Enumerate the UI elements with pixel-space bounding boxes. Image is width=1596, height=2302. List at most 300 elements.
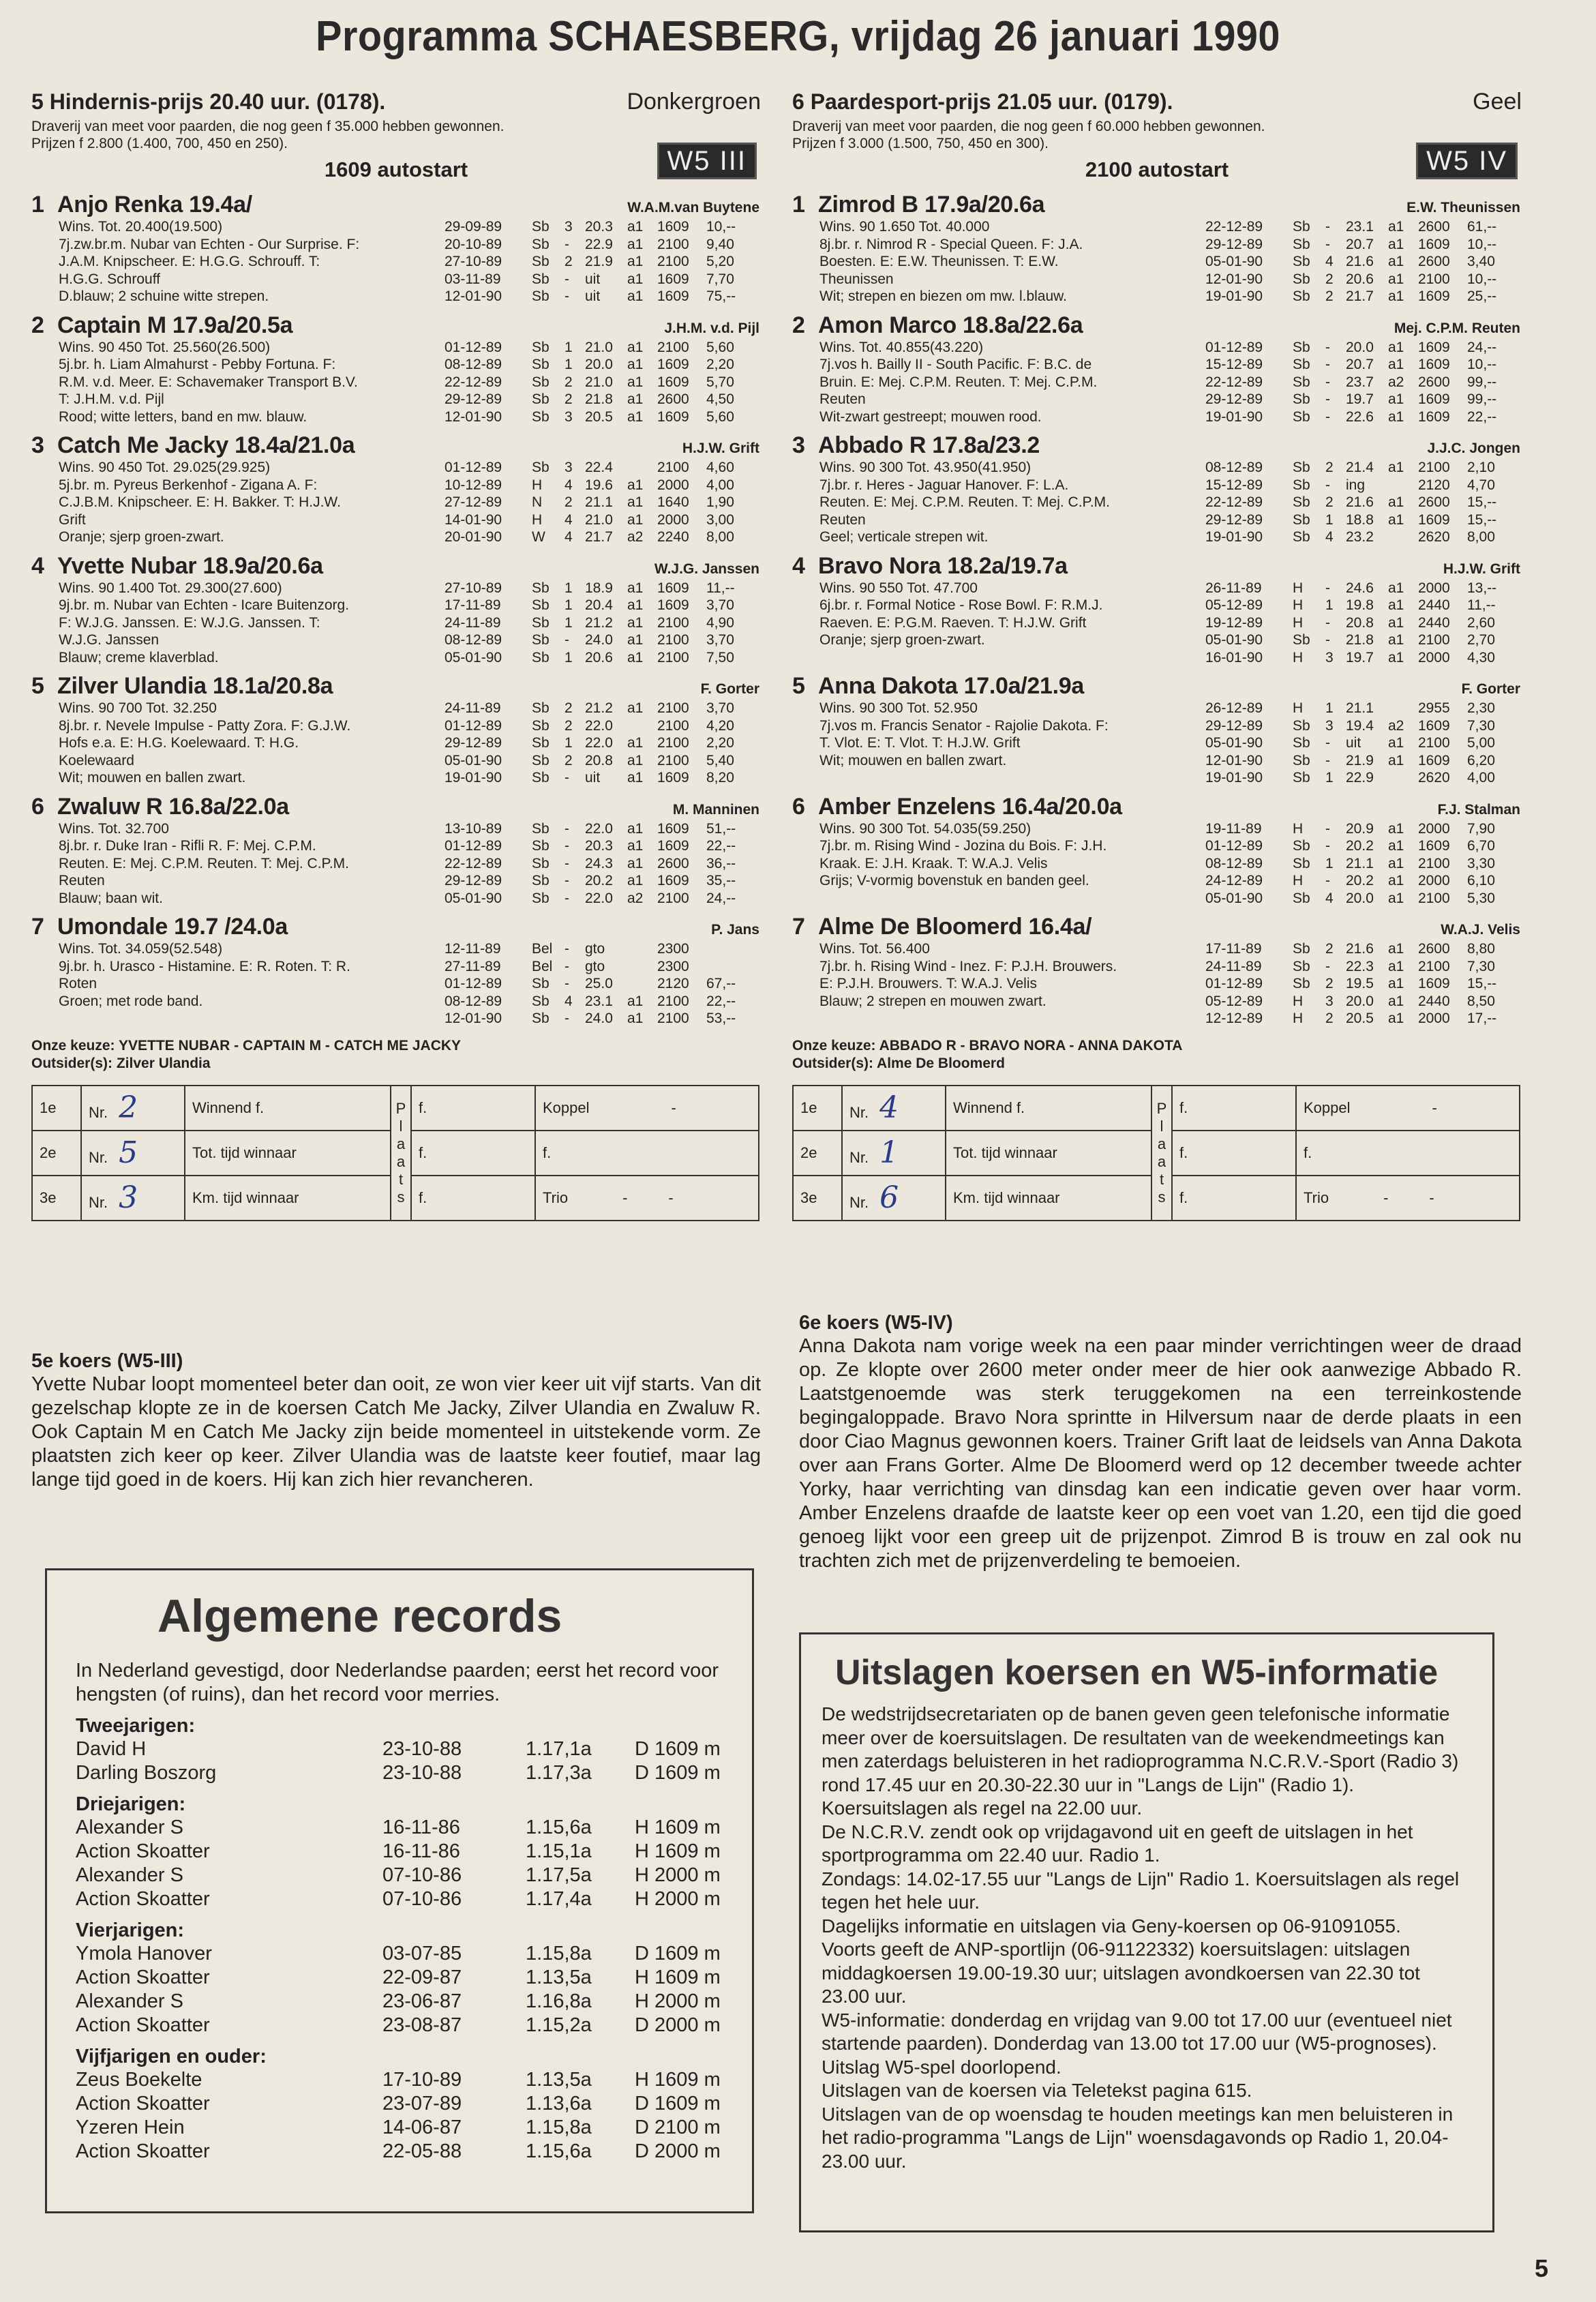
perf-cell: uit — [585, 770, 601, 786]
perf-cell: 2100 — [657, 717, 689, 734]
perf-cell: 21.9 — [585, 254, 613, 269]
perf-cell: 4,60 — [706, 460, 734, 475]
trainer-name: M. Manninen — [672, 801, 759, 818]
perf-cell: 19.7 — [1346, 391, 1374, 407]
horse-header — [792, 312, 1522, 339]
race-title: 6 Paardesport-prijs 21.05 uur. (0179). — [792, 89, 1173, 114]
info-line: 5j.br. m. Pyreus Berkenhof - Zigana A. F: — [59, 477, 318, 493]
records-title: Algemene records — [157, 1590, 562, 1642]
perf-cell: 27-10-89 — [445, 580, 502, 596]
number-cell — [81, 1086, 185, 1131]
perf-cell: 20.0 — [1346, 993, 1374, 1009]
perf-cell: 15-12-89 — [1205, 357, 1263, 372]
perf-cell: 1 — [564, 357, 573, 372]
perf-cell: Sb — [1293, 941, 1310, 957]
record-row — [76, 2092, 723, 2116]
perf-cell: Sb — [1293, 494, 1310, 510]
record-cell: 1.15,2a — [526, 2014, 592, 2036]
koers-6-heading: 6e koers (W5-IV) — [799, 1312, 953, 1334]
perf-cell: a1 — [1388, 632, 1404, 648]
info-line: Wit; mouwen en ballen zwart. — [59, 770, 246, 786]
performance-row — [445, 580, 761, 597]
perf-cell: 23.1 — [585, 993, 613, 1009]
record-cell: 03-07-85 — [382, 1943, 462, 1964]
info-line: D.blauw; 2 schuine witte strepen. — [59, 288, 269, 304]
perf-cell: 27-11-89 — [445, 958, 501, 974]
perf-cell: 2,20 — [706, 735, 734, 751]
performance-row — [1205, 339, 1522, 357]
perf-cell: a1 — [1388, 820, 1404, 837]
record-cell: David H — [76, 1738, 147, 1760]
perf-cell: 75,-- — [706, 288, 736, 304]
info-line: Wins. 90 1.650 Tot. 40.000 — [819, 219, 990, 235]
perf-cell: a1 — [1388, 236, 1404, 252]
performance-row — [1205, 459, 1522, 477]
perf-cell: 01-12-89 — [445, 976, 502, 991]
onze-keuze — [31, 1037, 761, 1073]
perf-cell: 2600 — [1418, 219, 1450, 235]
info-line: W.J.G. Janssen — [59, 632, 160, 648]
koppel-cell — [1296, 1086, 1520, 1131]
horse-name — [792, 312, 1083, 339]
perf-cell: Sb — [1293, 236, 1310, 252]
perf-cell: a1 — [1388, 993, 1404, 1009]
performance-row — [1205, 477, 1522, 494]
record-cell: 1.13,5a — [526, 2069, 592, 2091]
performance-row — [445, 855, 761, 873]
performance-list — [1205, 700, 1522, 787]
perf-cell: 21.1 — [1346, 855, 1374, 871]
perf-cell: Sb — [532, 632, 549, 648]
perf-cell: - — [564, 1011, 569, 1026]
horse-info — [819, 218, 1205, 305]
perf-cell: Sb — [532, 254, 549, 269]
perf-cell: - — [564, 820, 569, 837]
perf-cell: 51,-- — [706, 820, 736, 837]
performance-row — [445, 752, 761, 770]
info-line: T: J.H.M. v.d. Pijl — [59, 391, 164, 407]
perf-cell: H — [1293, 1011, 1304, 1026]
record-cell: 23-08-87 — [382, 2014, 462, 2036]
record-cell: H 2000 m — [635, 1888, 721, 1910]
record-cell: H 1609 m — [635, 2069, 721, 2091]
perf-cell: 20.2 — [585, 873, 613, 888]
amount-cell: f. — [1172, 1086, 1296, 1131]
perf-cell: 2100 — [657, 236, 689, 252]
perf-cell: 7,30 — [1467, 717, 1495, 734]
perf-cell: 20.5 — [585, 408, 613, 425]
perf-cell: 5,60 — [706, 339, 734, 355]
perf-cell: 2600 — [1418, 254, 1450, 269]
perf-cell: W — [532, 529, 545, 545]
perf-cell: 2620 — [1418, 529, 1450, 545]
perf-cell: Sb — [532, 236, 549, 252]
perf-cell: 29-12-89 — [1205, 236, 1263, 252]
onze-keuze — [792, 1037, 1522, 1073]
perf-cell: 2000 — [1418, 649, 1450, 666]
perf-cell: 1 — [564, 597, 573, 613]
perf-cell: 1 — [1325, 855, 1334, 871]
perf-cell: Sb — [1293, 838, 1310, 854]
performance-row — [445, 528, 761, 546]
label-cell: Winnend f. — [185, 1086, 391, 1131]
perf-cell: 20.8 — [1346, 614, 1374, 631]
perf-cell: 21.6 — [1346, 254, 1374, 269]
perf-cell: 27-12-89 — [445, 494, 502, 510]
perf-cell: a1 — [1388, 976, 1404, 991]
perf-cell: ing — [1346, 477, 1366, 493]
amount-cell: f. — [411, 1086, 535, 1131]
horse-entry — [792, 673, 1522, 787]
performance-row — [1205, 752, 1522, 770]
perf-cell: 12-01-90 — [1205, 752, 1263, 768]
perf-cell: 4,50 — [706, 391, 734, 407]
perf-cell: 19-01-90 — [1205, 288, 1263, 304]
perf-cell: 01-12-89 — [445, 717, 502, 734]
perf-cell: 29-12-89 — [445, 873, 502, 888]
perf-cell: 19.4 — [1346, 717, 1374, 734]
perf-cell: 19-12-89 — [1205, 614, 1263, 631]
perf-cell: 22.0 — [585, 735, 613, 751]
performance-row — [445, 631, 761, 649]
perf-cell: 29-12-89 — [1205, 511, 1263, 528]
perf-cell: 05-01-90 — [1205, 890, 1263, 906]
perf-cell: 4 — [564, 477, 573, 493]
horse-body — [819, 700, 1522, 787]
perf-cell: 26-11-89 — [1205, 580, 1262, 596]
horse-body — [59, 459, 761, 546]
dash: - — [1432, 1098, 1437, 1116]
perf-cell: 19-01-90 — [1205, 529, 1263, 545]
perf-cell: 24,-- — [706, 890, 736, 906]
perf-cell: 21.1 — [1346, 700, 1374, 716]
info-line: 7j.br. h. Rising Wind - Inez. F: P.J.H. Brouwers. — [819, 958, 1117, 974]
perf-cell: 2,20 — [706, 357, 734, 372]
performance-row — [445, 958, 761, 976]
perf-cell: Sb — [1293, 976, 1310, 991]
perf-cell: 2 — [1325, 976, 1334, 991]
horse-body — [819, 218, 1522, 305]
perf-cell: - — [1325, 752, 1330, 768]
perf-cell: 2100 — [657, 735, 689, 751]
perf-cell: 29-09-89 — [445, 219, 502, 235]
w5-badge: W5 IV — [1416, 143, 1518, 179]
horse-name — [792, 192, 1044, 218]
info-line: Hofs e.a. E: H.G. Koelewaard. T: H.G. — [59, 735, 299, 751]
perf-cell: - — [1325, 391, 1330, 407]
perf-cell: 20-10-89 — [445, 236, 502, 252]
race-5-column — [31, 89, 761, 1221]
perf-cell: 2240 — [657, 529, 689, 545]
perf-cell: Sb — [1293, 735, 1310, 751]
perf-cell: - — [1325, 236, 1330, 252]
info-line: Wins. 90 300 Tot. 43.950(41.950) — [819, 460, 1032, 475]
performance-row — [1205, 940, 1522, 958]
label-cell: Tot. tijd winnaar — [946, 1131, 1151, 1176]
horse-number: 6 — [31, 793, 44, 820]
perf-cell: 23.7 — [1346, 374, 1374, 390]
record-row — [76, 1990, 723, 2014]
perf-cell: a1 — [1388, 855, 1404, 871]
horse-header — [31, 914, 761, 940]
performance-row — [1205, 356, 1522, 374]
record-cell: 14-06-87 — [382, 2117, 462, 2138]
perf-cell: Sb — [532, 288, 549, 304]
perf-cell: 2000 — [657, 477, 689, 493]
keuze-line: Onze keuze: ABBADO R - BRAVO NORA - ANNA DAKOTA — [792, 1037, 1183, 1053]
horse-name — [792, 432, 1040, 459]
horse-info — [819, 820, 1205, 908]
uitslagen-paragraph: Koersuitslagen als regel na 22.00 uur. — [822, 1797, 1143, 1819]
performance-row — [445, 218, 761, 236]
perf-cell: H — [532, 477, 543, 493]
perf-cell: 2120 — [657, 976, 689, 991]
perf-cell: H — [1293, 614, 1304, 631]
perf-cell: 2620 — [1418, 770, 1450, 786]
perf-cell: 19-01-90 — [1205, 770, 1263, 786]
perf-cell: 2 — [1325, 460, 1334, 475]
nr-label: Nr. — [849, 1194, 869, 1211]
info-line: 8j.br. r. Nimrod R - Special Queen. F: J.A. — [819, 236, 1083, 252]
performance-row — [445, 288, 761, 305]
trainer-name: W.A.M.van Buytene — [627, 200, 759, 215]
perf-cell: 08-12-89 — [1205, 460, 1263, 475]
koppel-amount: f. — [1296, 1131, 1520, 1176]
record-cell: D 1609 m — [635, 1762, 721, 1784]
plaats-cell: P l a a t s — [1151, 1086, 1172, 1221]
perf-cell: 4 — [564, 993, 573, 1009]
info-line: J.A.M. Knipscheer. E: H.G.G. Schrouff. T: — [59, 254, 320, 269]
trainer-name: H.J.W. Grift — [1443, 560, 1520, 577]
perf-cell: 4,90 — [706, 614, 734, 631]
record-row — [76, 1942, 723, 1966]
number-cell — [842, 1176, 946, 1221]
horse-number: 1 — [792, 192, 805, 218]
perf-cell: 2440 — [1418, 993, 1450, 1009]
record-cell: 1.15,8a — [526, 1943, 592, 1964]
info-line: Blauw; 2 strepen en mouwen zwart. — [819, 993, 1047, 1009]
perf-cell: 1 — [1325, 597, 1334, 613]
performance-row — [445, 236, 761, 254]
perf-cell: 22.6 — [1346, 408, 1374, 425]
start-type: 2100 autostart — [1085, 158, 1229, 181]
perf-cell: a1 — [1388, 219, 1404, 235]
perf-cell: 6,70 — [1467, 838, 1495, 854]
race-6-column — [792, 89, 1522, 1221]
dash: - — [1429, 1189, 1434, 1206]
horse-number: 7 — [792, 914, 805, 940]
perf-cell: 2600 — [1418, 941, 1450, 957]
perf-cell: 1609 — [1418, 717, 1450, 734]
horse-entry — [792, 432, 1522, 546]
perf-cell: a2 — [627, 890, 644, 906]
perf-cell: 05-01-90 — [1205, 735, 1263, 751]
perf-cell: 2,60 — [1467, 614, 1495, 631]
perf-cell: Sb — [532, 976, 549, 991]
performance-list — [1205, 580, 1522, 667]
horse-name-text: Yvette Nubar 18.9a/20.6a — [57, 552, 323, 579]
perf-cell: Sb — [532, 460, 549, 475]
info-line: Wins. 90 700 Tot. 32.250 — [59, 700, 217, 716]
horse-info — [59, 218, 445, 305]
position-cell: 3e — [793, 1176, 842, 1221]
perf-cell: - — [564, 873, 569, 888]
horse-entry — [31, 192, 761, 305]
perf-cell: 27-10-89 — [445, 254, 502, 269]
horse-info — [59, 820, 445, 908]
perf-cell — [627, 975, 657, 993]
perf-cell: - — [564, 855, 569, 871]
perf-cell: 12-01-90 — [1205, 271, 1263, 287]
perf-cell: 53,-- — [706, 1011, 736, 1026]
perf-cell: a1 — [627, 597, 644, 613]
perf-cell: 2600 — [657, 391, 689, 407]
horse-number: 4 — [792, 552, 805, 579]
perf-cell: 20.6 — [1346, 271, 1374, 287]
handwritten-number: 4 — [879, 1090, 899, 1125]
perf-cell: a1 — [1388, 511, 1404, 528]
perf-cell: 1609 — [657, 271, 689, 287]
performance-row — [445, 339, 761, 357]
outsider-line: Outsider(s): Alme De Bloomerd — [792, 1055, 1005, 1071]
perf-cell: 22.3 — [1346, 958, 1374, 974]
performance-row — [1205, 271, 1522, 288]
horse-info — [819, 339, 1205, 426]
performance-row — [445, 940, 761, 958]
perf-cell: - — [564, 976, 569, 991]
perf-cell: 22-12-89 — [1205, 494, 1263, 510]
perf-cell: 22.0 — [585, 717, 613, 734]
perf-cell: 19.8 — [1346, 597, 1374, 613]
perf-cell: 1609 — [1418, 391, 1450, 407]
perf-cell: 2600 — [1418, 494, 1450, 510]
horse-body — [819, 339, 1522, 426]
perf-cell: Sb — [1293, 339, 1310, 355]
record-cell: 17-10-89 — [382, 2069, 462, 2091]
perf-cell: 3,70 — [706, 632, 734, 648]
perf-cell: 1609 — [657, 597, 689, 613]
perf-cell: 2,30 — [1467, 700, 1495, 716]
info-line: C.J.B.M. Knipscheer. E: H. Bakker. T: H.J.W. — [59, 494, 341, 510]
horse-name-text: Alme De Bloomerd 16.4a/ — [818, 914, 1092, 940]
record-group-label: Tweejarigen: — [76, 1715, 196, 1737]
horse-name-text: Amber Enzelens 16.4a/20.0a — [818, 793, 1122, 820]
horse-body — [59, 940, 761, 1028]
perf-cell: 3 — [1325, 993, 1334, 1009]
performance-row — [1205, 890, 1522, 908]
perf-cell: 2 — [564, 717, 573, 734]
perf-cell: 15,-- — [1467, 976, 1497, 991]
perf-cell: 01-12-89 — [1205, 976, 1263, 991]
record-cell: D 2100 m — [635, 2117, 721, 2138]
performance-row — [445, 459, 761, 477]
perf-cell: 2 — [1325, 1011, 1334, 1026]
horse-number: 7 — [31, 914, 44, 940]
perf-cell: 01-12-89 — [1205, 339, 1263, 355]
label-cell: Winnend f. — [946, 1086, 1151, 1131]
horse-name — [792, 553, 1068, 580]
perf-cell: a1 — [1388, 958, 1404, 974]
horse-info — [819, 700, 1205, 787]
performance-row — [1205, 820, 1522, 838]
perf-cell: Sb — [532, 717, 549, 734]
record-cell: 07-10-86 — [382, 1888, 462, 1910]
perf-cell: 01-12-89 — [445, 838, 502, 854]
perf-cell: Sb — [532, 649, 549, 666]
perf-cell: 2100 — [1418, 632, 1450, 648]
record-cell: 1.17,3a — [526, 1762, 592, 1784]
uitslagen-paragraph: Uitslagen van de op woensdag te houden meetings kan men beluisteren in het radio-programma "Langs de Lijn" woensdagavonds op Radio 1, 20.04-23.00 uur. — [822, 2103, 1454, 2172]
perf-cell: 19.6 — [585, 477, 613, 493]
race-color: Geel — [1473, 89, 1522, 115]
record-row — [76, 1887, 723, 1911]
horse-number: 5 — [792, 673, 805, 699]
perf-cell: 1609 — [1418, 511, 1450, 528]
horse-header — [31, 192, 761, 218]
perf-cell: 26-12-89 — [1205, 700, 1263, 716]
performance-list — [1205, 218, 1522, 305]
perf-cell: 15,-- — [1467, 494, 1497, 510]
perf-cell: 20-01-90 — [445, 529, 502, 545]
perf-cell: 21.7 — [1346, 288, 1374, 304]
perf-cell: 2000 — [1418, 1011, 1450, 1026]
perf-cell: a1 — [627, 254, 644, 269]
info-line: R.M. v.d. Meer. E: Schavemaker Transport B.V. — [59, 374, 358, 390]
horse-name-text: Zimrod B 17.9a/20.6a — [818, 192, 1045, 218]
perf-cell: 4 — [1325, 254, 1334, 269]
perf-cell: 1609 — [657, 873, 689, 888]
perf-cell: 2100 — [1418, 460, 1450, 475]
perf-cell: 8,80 — [1467, 941, 1495, 957]
performance-row — [445, 494, 761, 511]
perf-cell: 16-01-90 — [1205, 649, 1263, 666]
perf-cell: 21.2 — [585, 700, 613, 716]
koers-6-text: Anna Dakota nam vorige week na een paar minder verrichtingen weer de draad op. Ze klopte over 2600 meter onder meer de hier ook aanwezige Abbado R. Laatstgenoemde was sterk teruggekomen na een terreinkostende begingaloppade. Bravo Nora sprintte in Hilversum naar de derde plaats in een door Ciao Magnus gewonnen koers. Trainer Grift laat de leidsels van Anna Dakota over aan Frans Gorter. Alme De Bloomerd werd op 12 december tweede achter Yorky, haar verrichting van dinsdag kan een indicatie geven over haar vorm. Amber Enzelens draafde de laatste keer op een voet van 1.20, een tijd die goed genoeg lijkt voor een greep uit de prijzenpot. Zimrod B is trouw en zal ook nu trachten zich met de prijzenverdeling te bemoeien. — [799, 1335, 1522, 1572]
perf-cell: a1 — [627, 735, 644, 751]
position-cell: 3e — [32, 1176, 81, 1221]
perf-cell: H — [1293, 993, 1304, 1009]
performance-row — [1205, 528, 1522, 546]
number-cell — [842, 1086, 946, 1131]
horse-entry — [792, 914, 1522, 1028]
perf-cell: a1 — [1388, 580, 1404, 596]
horse-name — [792, 673, 1084, 700]
perf-cell: a1 — [1388, 752, 1404, 768]
perf-cell: 10-12-89 — [445, 477, 502, 493]
perf-cell: Sb — [1293, 890, 1310, 906]
horse-name-text: Zwaluw R 16.8a/22.0a — [57, 793, 289, 820]
horse-entry — [31, 794, 761, 908]
performance-row — [445, 374, 761, 391]
performance-row — [445, 890, 761, 908]
perf-cell: 1609 — [1418, 357, 1450, 372]
perf-cell: 4,70 — [1467, 477, 1495, 493]
perf-cell: a1 — [627, 993, 644, 1009]
perf-cell: 23.2 — [1346, 529, 1374, 545]
perf-cell: a1 — [627, 614, 644, 631]
horse-info — [819, 940, 1205, 1028]
perf-cell: 2100 — [1418, 855, 1450, 871]
info-line: Raeven. E: P.G.M. Raeven. T: H.J.W. Grift — [819, 614, 1087, 631]
perf-cell: 21.8 — [1346, 632, 1374, 648]
record-cell: Yzeren Hein — [76, 2117, 185, 2138]
koppel-label: Koppel — [1304, 1098, 1351, 1116]
trio-cell — [535, 1176, 759, 1221]
info-line: Wins. Tot. 56.400 — [819, 941, 930, 957]
perf-cell: a2 — [1388, 717, 1404, 734]
perf-cell: a1 — [1388, 339, 1404, 355]
perf-cell: 22,-- — [706, 993, 736, 1009]
